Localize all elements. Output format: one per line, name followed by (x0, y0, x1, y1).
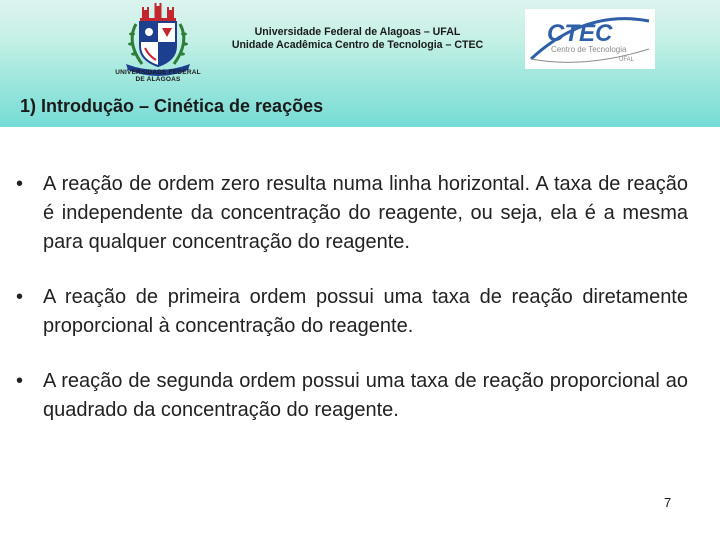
bullet-item (16, 170, 688, 257)
page-number: 7 (664, 495, 672, 510)
slide-title: 1) Introdução – Cinética de reações (20, 96, 324, 116)
bullet-text: A reação de ordem zero resulta numa linha horizontal. A taxa de reação é independente da concentração do reagente, ou seja, ela é a mesma para qualquer concentração do reagente. (43, 173, 688, 253)
ufal-caption-line1: UNIVERSIDADE FEDERAL (115, 69, 201, 76)
bullet-text: A reação de primeira ordem possui uma taxa de reação diretamente proporcional à concentração do reagente. (43, 286, 688, 337)
bullet-dot: • (16, 173, 24, 195)
ufal-logo-caption (106, 69, 210, 83)
ctec-logo-small-text: UFAL (619, 57, 635, 63)
bullet-dot: • (16, 286, 24, 308)
ctec-logo (525, 9, 655, 69)
institution-heading (185, 26, 530, 52)
bullet-list (16, 170, 688, 451)
ctec-logo-text: CTEC (547, 20, 613, 47)
bullet-item (16, 283, 688, 341)
bullet-text: A reação de segunda ordem possui uma taxa de reação proporcional ao quadrado da concentração do reagente. (43, 370, 688, 421)
ctec-logo-subtitle: Centro de Tecnologia (551, 45, 627, 54)
institution-line-2: Unidade Acadêmica Centro de Tecnologia – CTEC (231, 39, 484, 51)
bullet-item (16, 367, 688, 425)
ufal-caption-line2: DE ALAGOAS (135, 76, 181, 83)
institution-line-1: Universidade Federal de Alagoas – UFAL (254, 26, 461, 38)
bullet-dot: • (16, 370, 24, 392)
